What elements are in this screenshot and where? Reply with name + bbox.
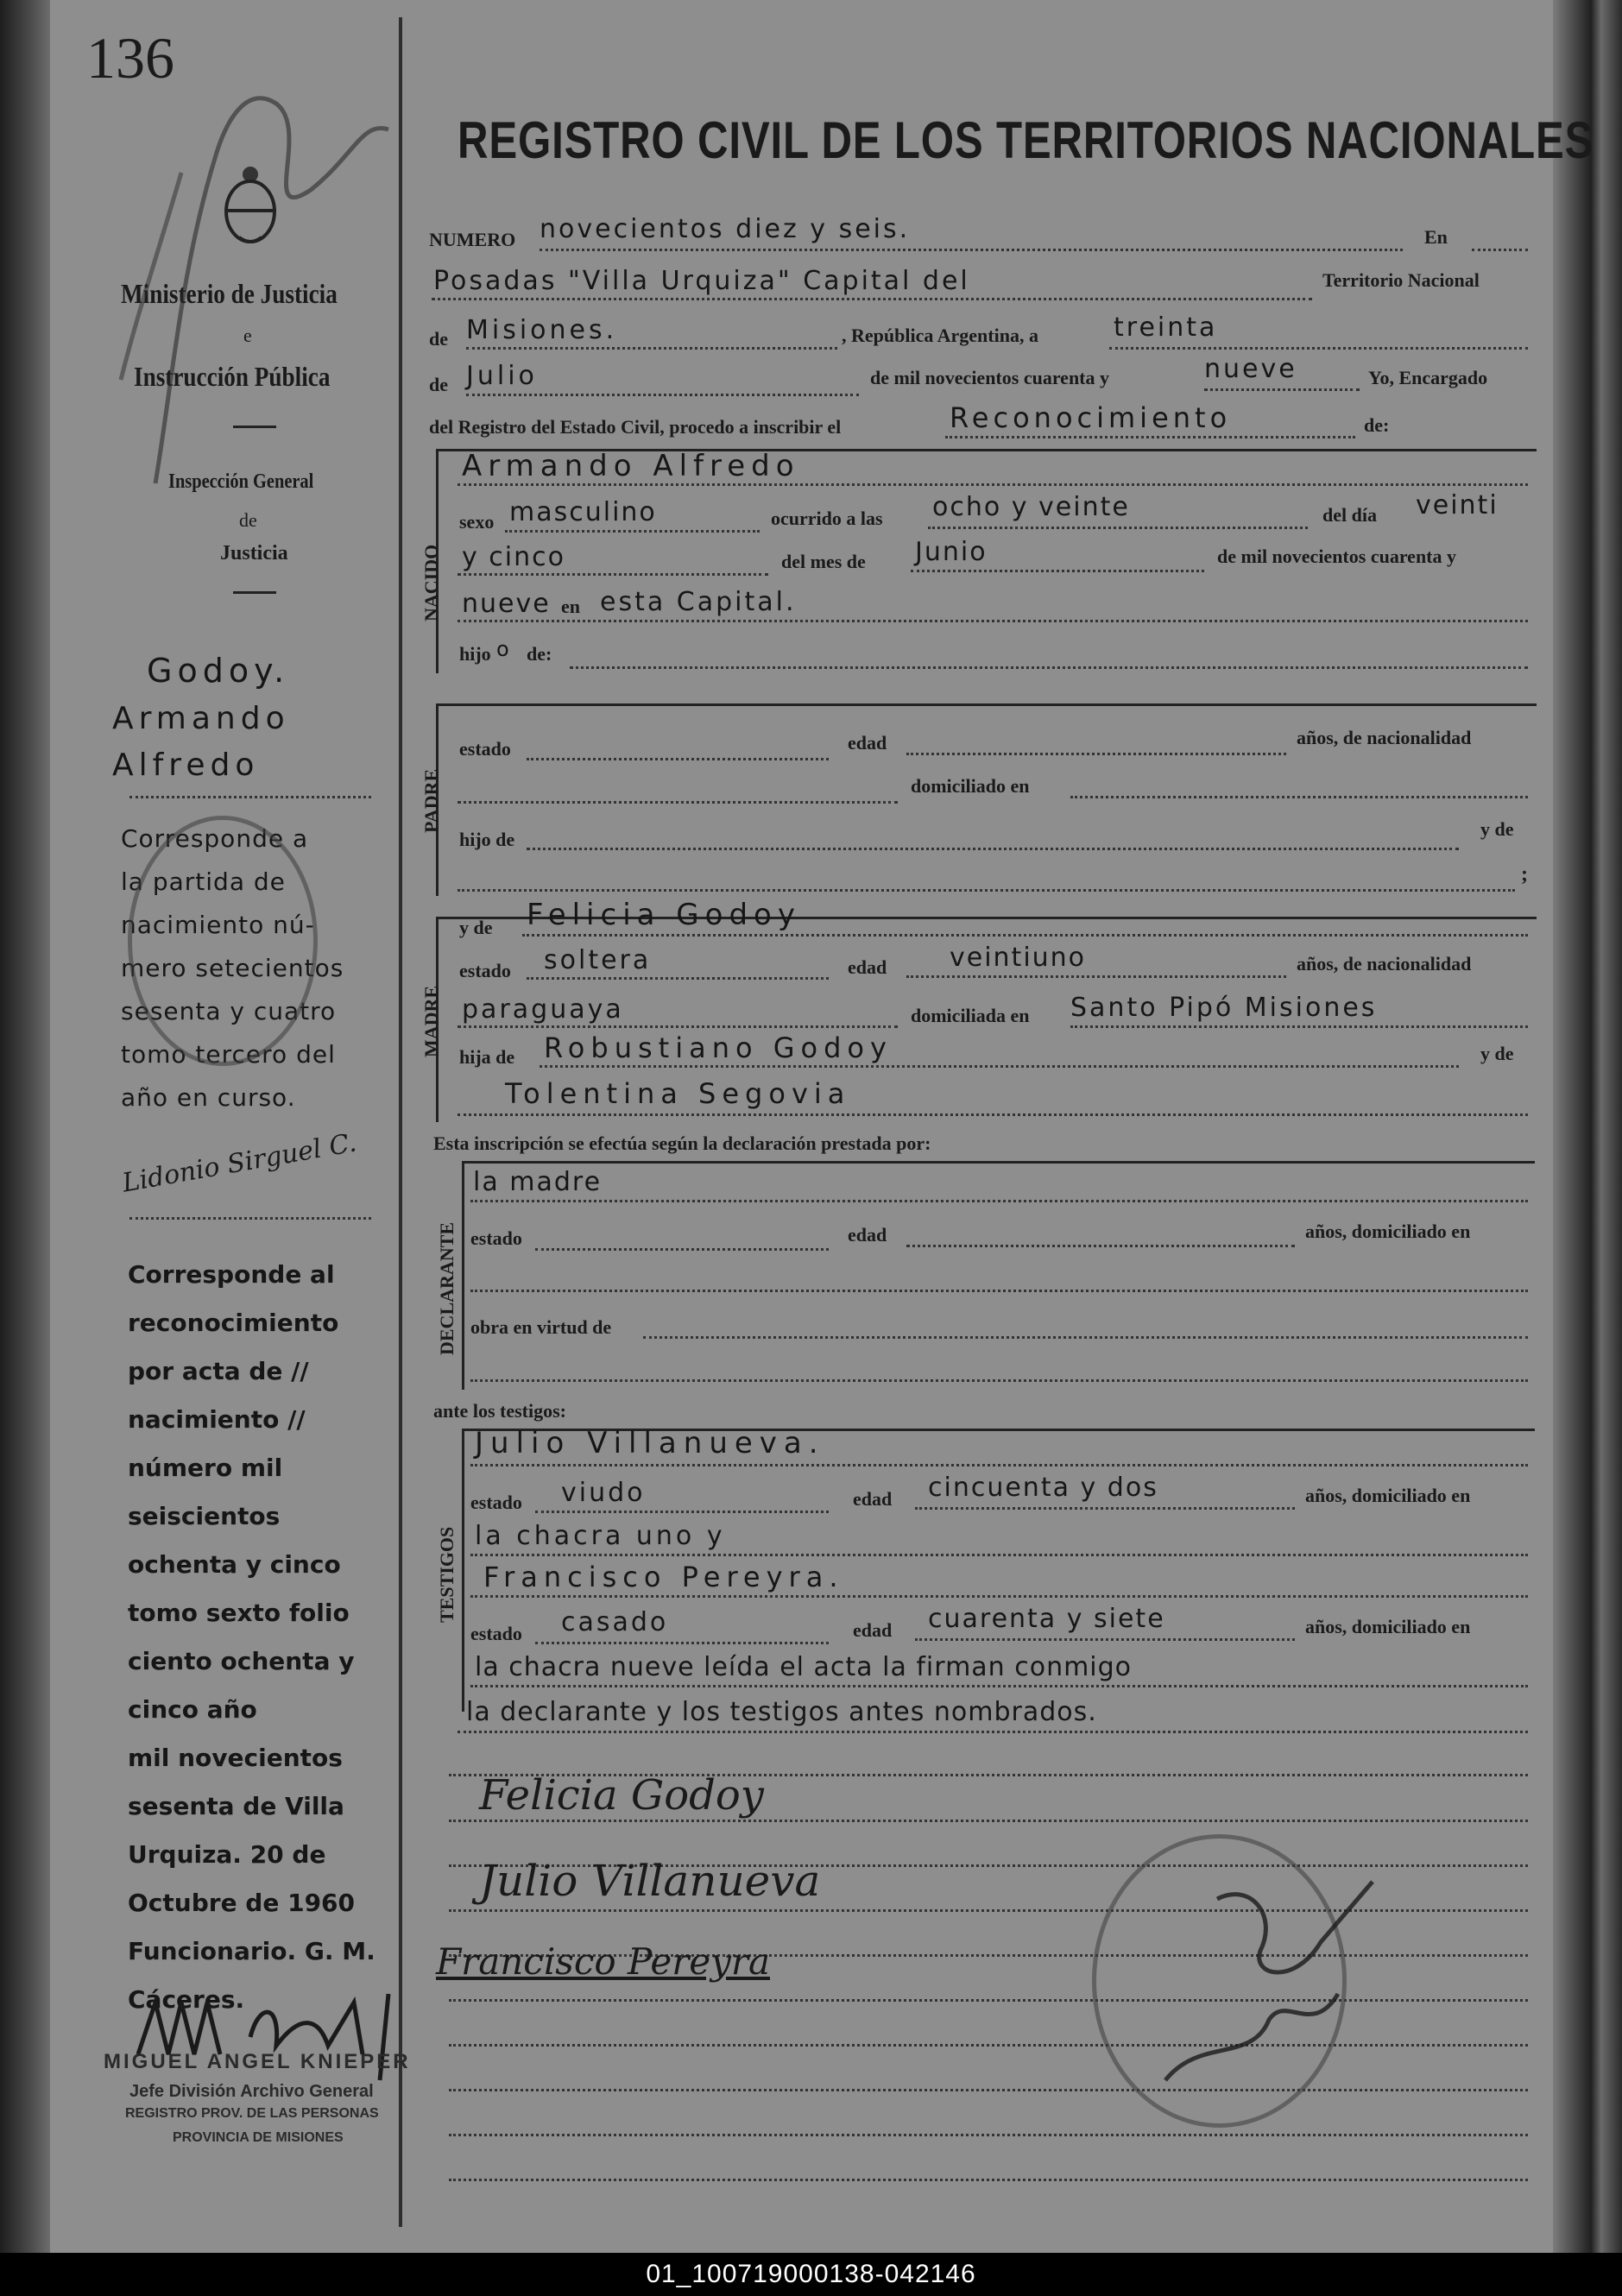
madre-estado-label: estado [459, 960, 511, 981]
dots [527, 848, 1459, 850]
archive-stamp-line2: Jefe División Archivo General [129, 2082, 374, 2101]
dots [535, 1511, 829, 1513]
dots [540, 249, 1403, 251]
padre-estado-label: estado [459, 738, 511, 760]
madre-edad-label: edad [848, 956, 887, 978]
lugar-value: Posadas "Villa Urquiza" Capital del [433, 266, 970, 296]
declarante-label: DECLARANTE [436, 1221, 458, 1355]
note1-line: la partida de [121, 867, 286, 896]
hora-value: ocho y veinte [932, 492, 1130, 522]
dots [906, 975, 1286, 978]
dots [470, 1379, 1528, 1382]
dia-a-value: veinti [1416, 490, 1499, 520]
padre-anios-label: años, de nacionalidad [1297, 727, 1472, 748]
ministry-line3: Instrucción Pública [134, 361, 331, 392]
book-gutter [0, 0, 50, 2253]
note1-line: Corresponde a [121, 824, 309, 853]
dots [643, 1336, 1528, 1339]
dots [522, 934, 1528, 937]
testigo1-nombre: Julio Villanueva. [475, 1426, 825, 1460]
anio-value: nueve [1204, 354, 1297, 384]
margin-diagonal-signature [52, 52, 397, 535]
proceso-label: del Registro del Estado Civil, procedo a inscribir el [429, 416, 842, 438]
madre-padre: Robustiano Godoy [544, 1031, 893, 1064]
ministry-sub3: Justicia [220, 542, 288, 565]
de-colon-label: de: [1364, 414, 1390, 436]
madre-anios-label: años, de nacionalidad [1297, 953, 1472, 975]
testigo1-domicilio: la chacra uno y [475, 1521, 726, 1551]
dots [466, 347, 837, 350]
mes-nac-value: Junio [915, 537, 988, 567]
firma-testigo2: Francisco Pereyra [436, 1940, 770, 1983]
del-dia-label: del día [1322, 504, 1377, 526]
nacido-label: NACIDO [420, 544, 442, 621]
note2-line: Cáceres. [128, 1985, 245, 2014]
madre-domicilio: Santo Pipó Misiones [1070, 993, 1378, 1023]
margin-rule [129, 796, 371, 798]
declarante-edad-label: edad [848, 1224, 887, 1246]
cierre-text: la declarante y los testigos antes nombrados. [466, 1697, 1097, 1727]
dots [458, 889, 1515, 892]
sexo-label: sexo [459, 511, 495, 533]
testigo2-estado-label: estado [470, 1623, 522, 1644]
note1-line: sesenta y cuatro [121, 997, 337, 1025]
padre-edad-label: edad [848, 732, 887, 754]
madre-y-de-label: y de [459, 917, 493, 938]
dots [1070, 796, 1528, 798]
margin-name2: Alfredo [112, 747, 260, 783]
note2-line: ciento ochenta y [128, 1647, 355, 1675]
note2-line: Corresponde al [128, 1260, 335, 1289]
padre-semicolon: ; [1521, 863, 1528, 886]
testigo1-anios-label: años, domiciliado en [1305, 1485, 1471, 1506]
ministry-line1: Ministerio de Justicia [121, 278, 338, 309]
declaracion-label: Esta inscripción se efectúa según la declaración prestada por: [433, 1132, 931, 1154]
testigo2-anios-label: años, domiciliado en [1305, 1616, 1471, 1637]
note2-line: Funcionario. G. M. [128, 1937, 376, 1965]
ministry-sub1: Inspección General [168, 470, 314, 493]
dots [1472, 249, 1528, 251]
ocurrido-label: ocurrido a las [771, 508, 883, 529]
testigo2-estado: casado [561, 1607, 669, 1637]
dots [466, 394, 859, 396]
padre-hijo-label: hijo de [459, 829, 515, 850]
testigos-label: TESTIGOS [436, 1526, 458, 1623]
dots [906, 753, 1286, 755]
dots [470, 1595, 1528, 1598]
dots [458, 573, 768, 576]
note2-line: tomo sexto folio [128, 1599, 350, 1627]
anio-nac-label: de mil novecientos cuarenta y [1217, 546, 1457, 567]
sexo-value: masculino [509, 497, 657, 527]
dots [449, 2134, 1528, 2136]
dots [449, 1820, 1528, 1822]
madre-estado: soltera [544, 945, 652, 975]
declarante-anios-label: años, domiciliado en [1305, 1221, 1471, 1242]
archive-stamp-line3: REGISTRO PROV. DE LAS PERSONAS [125, 2106, 379, 2121]
dots [535, 1248, 829, 1251]
dots [449, 2179, 1528, 2181]
dots [470, 1685, 1528, 1687]
note1-line: nacimiento nú- [121, 911, 315, 939]
testigo2-domicilio: la chacra nueve leída el acta la firman conmigo [475, 1652, 1133, 1682]
madre-nacionalidad: paraguaya [462, 994, 624, 1025]
note2-line: sesenta de Villa [128, 1792, 344, 1820]
page-title: REGISTRO CIVIL DE LOS TERRITORIOS NACIONALES [458, 111, 1594, 169]
official-signature [1114, 1864, 1407, 2106]
ministry-line2: e [243, 325, 252, 346]
hijo-de-label: de: [527, 643, 552, 665]
margin-rule [129, 1217, 371, 1220]
page-edge [1553, 0, 1622, 2253]
anio-label: de mil novecientos cuarenta y [870, 367, 1110, 388]
page-number: 136 [86, 25, 174, 91]
note2-line: Octubre de 1960 [128, 1889, 356, 1917]
firma-declarante: Felicia Godoy [479, 1771, 764, 1820]
margin-note1-signature: Lidonio Sirguel C. [120, 1127, 359, 1199]
hijo-suffix: o [496, 637, 509, 661]
margin-surname: Godoy. [147, 652, 290, 690]
dots [470, 1200, 1528, 1202]
dia-value: treinta [1114, 312, 1218, 343]
image-id-footer: 01_100719000138-042146 [0, 2253, 1622, 2296]
lugar-nac-value: esta Capital. [600, 587, 797, 617]
madre-edad: veintiuno [950, 943, 1087, 973]
dots [1070, 1025, 1528, 1028]
margin-name1: Armando [112, 701, 290, 736]
madre-label: MADRE [420, 985, 442, 1057]
note2-line: número mil [128, 1454, 283, 1482]
testigo1-edad-label: edad [853, 1488, 893, 1510]
dia-b-value: y cinco [462, 542, 565, 572]
dots [458, 620, 1528, 622]
archive-stamp-line4: PROVINCIA DE MISIONES [173, 2130, 344, 2145]
padre-label: PADRE [420, 768, 442, 833]
republica-label: , República Argentina, a [842, 325, 1038, 346]
padre-y-de-label: y de [1480, 818, 1514, 840]
mes-value: Julio [466, 361, 538, 391]
declarante-section [462, 1161, 1535, 1390]
dots [505, 530, 760, 533]
de-label-2: de [429, 374, 448, 395]
de-label: de [429, 328, 448, 350]
hijo-label: hijo [459, 643, 491, 665]
madre-madre: Tolentina Segovia [505, 1077, 851, 1110]
testigo2-nombre: Francisco Pereyra. [483, 1561, 844, 1593]
dots [458, 801, 898, 804]
dots [911, 570, 1204, 572]
note2-line: nacimiento // [128, 1405, 306, 1434]
note1-line: mero setecientos [121, 954, 344, 982]
margin-round-stamp [128, 816, 318, 1066]
declarante-nombre: la madre [473, 1167, 603, 1197]
note2-line: ochenta y cinco [128, 1550, 341, 1579]
dots [535, 1642, 829, 1644]
note2-line: Urquiza. 20 de [128, 1840, 326, 1869]
testigo2-edad-label: edad [853, 1619, 893, 1641]
archive-stamp-line1: MIGUEL ANGEL KNIEPER [104, 2050, 411, 2073]
madre-hija-label: hija de [459, 1046, 515, 1068]
dots [458, 483, 1528, 486]
testigo1-edad: cincuenta y dos [928, 1473, 1158, 1503]
testigos-intro-label: ante los testigos: [433, 1400, 566, 1422]
declarante-obra-label: obra en virtud de [470, 1316, 612, 1338]
note2-line: mil novecientos [128, 1744, 343, 1772]
dots [470, 1464, 1528, 1467]
anio-nac-value: nueve [462, 589, 551, 619]
dots [1109, 347, 1528, 350]
dots [540, 1065, 1459, 1068]
en-nac-label: en [561, 596, 580, 617]
note1-line: año en curso. [121, 1083, 296, 1112]
margin-note-2 [128, 1260, 413, 2034]
madre-y-de2-label: y de [1480, 1043, 1514, 1064]
tipo-value: Reconocimiento [950, 401, 1232, 434]
dots [945, 436, 1355, 438]
numero-label: NUMERO [429, 229, 516, 250]
dots [928, 527, 1308, 529]
note2-line: reconocimiento [128, 1309, 339, 1337]
madre-domiciliada-label: domiciliada en [911, 1005, 1030, 1026]
numero-value: novecientos diez y seis. [540, 214, 911, 244]
declarante-estado-label: estado [470, 1227, 522, 1249]
dots [458, 1025, 898, 1028]
territorio-value: Misiones. [466, 315, 618, 345]
testigo1-estado-label: estado [470, 1492, 522, 1513]
dots [527, 758, 829, 760]
territorio-label: Territorio Nacional [1322, 269, 1480, 291]
testigo2-edad: cuarenta y siete [928, 1604, 1165, 1634]
en-label: En [1424, 226, 1448, 248]
del-mes-label: del mes de [781, 551, 866, 572]
note2-line: por acta de // [128, 1357, 309, 1385]
note1-line: tomo tercero del [121, 1040, 336, 1069]
firma-testigo1: Julio Villanueva [479, 1856, 821, 1906]
dots [915, 1507, 1295, 1510]
note2-line: seiscientos [128, 1502, 281, 1530]
dots [458, 1113, 1528, 1116]
ministry-rule-2 [233, 591, 276, 594]
dots [458, 1731, 1528, 1733]
dots [906, 1245, 1295, 1247]
nacido-nombre: Armando Alfredo [462, 449, 800, 483]
dots [1204, 388, 1360, 391]
note2-line: cinco año [128, 1695, 257, 1724]
padre-domiciliado-label: domiciliado en [911, 775, 1030, 797]
testigo1-estado: viudo [561, 1478, 646, 1508]
dots [570, 666, 1528, 669]
dots [915, 1638, 1295, 1641]
ministry-sub2: de [239, 509, 257, 531]
dots [527, 977, 829, 980]
dots [432, 298, 1312, 300]
yo-label: Yo, Encargado [1368, 367, 1488, 388]
madre-nombre: Felicia Godoy [527, 898, 801, 932]
dots [470, 1290, 1528, 1292]
dots [470, 1554, 1528, 1556]
